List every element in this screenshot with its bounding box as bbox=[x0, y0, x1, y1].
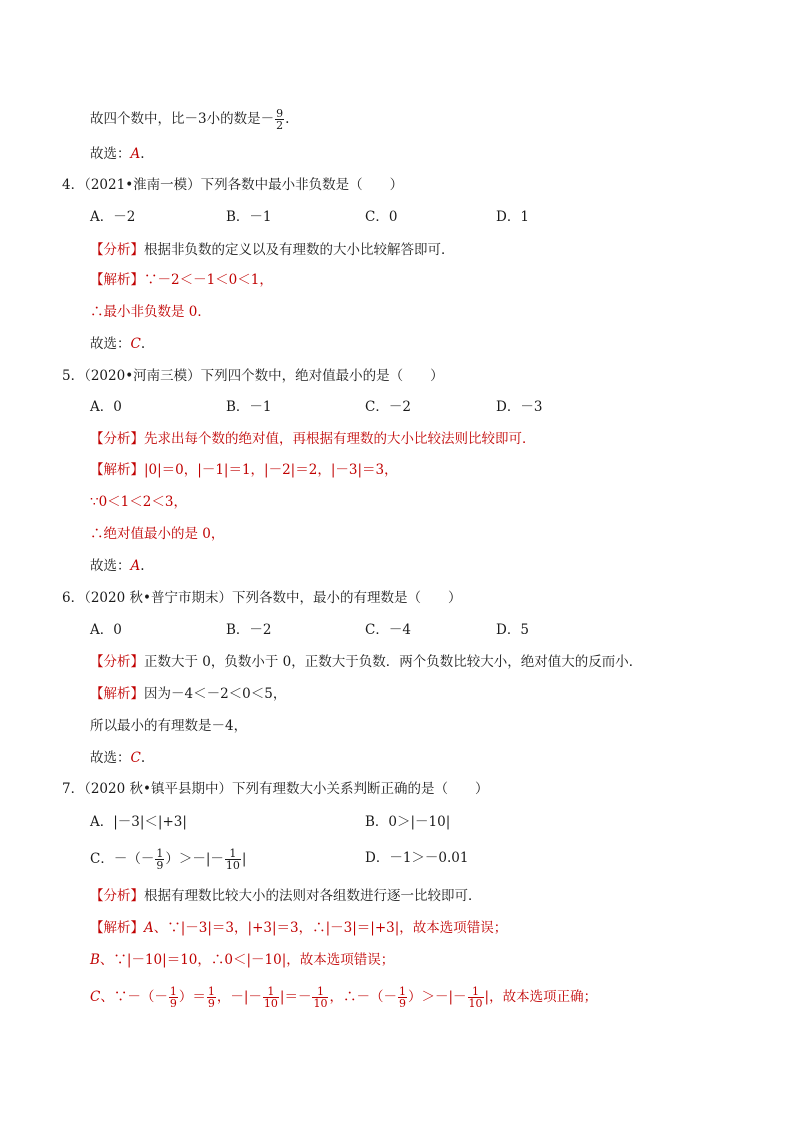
q5-option-a: A．0 bbox=[90, 399, 122, 415]
q4-option-d: D．1 bbox=[496, 209, 529, 225]
q7-option-c bbox=[90, 848, 246, 871]
q6-answer-label: 故选： bbox=[90, 750, 131, 766]
q7-optc-mid: ）＞－|－ bbox=[165, 851, 224, 867]
q4-answer-end: . bbox=[140, 336, 146, 352]
q6-option-b: B．－2 bbox=[226, 622, 272, 638]
q5-stem: 5．（2020•河南三模）下列四个数中，绝对值最小的是（ ） bbox=[62, 368, 444, 384]
q7-solc-f1 bbox=[169, 986, 178, 1009]
q7-optc-pre: C．－（－ bbox=[90, 851, 155, 867]
q5-solution bbox=[90, 460, 398, 480]
q7-solc-f6-num: 1 bbox=[468, 986, 484, 998]
q7-sola-letter: A bbox=[144, 920, 154, 936]
q7-solc-p5: ，∴－（－ bbox=[329, 989, 397, 1005]
q7-solution-tag: 【解析】 bbox=[90, 920, 144, 936]
q7-solc-f2-num: 1 bbox=[207, 985, 215, 998]
q4-answer-letter: C bbox=[130, 336, 141, 352]
q7-solc-f6 bbox=[468, 986, 484, 1009]
q3-answer-letter: A bbox=[130, 146, 141, 162]
q5-therefore: ∴绝对值最小的是 0， bbox=[90, 526, 225, 542]
q7-solc-f4-num: 1 bbox=[312, 986, 328, 998]
q7-solc-f2-den: 9 bbox=[207, 997, 215, 1010]
q5-option-c: C．－2 bbox=[365, 399, 411, 415]
q7-solc-f5-num: 1 bbox=[398, 985, 406, 998]
q5-answer bbox=[90, 556, 145, 576]
q3-answer-end: . bbox=[140, 146, 145, 162]
q7-optc-frac2-num: 1 bbox=[225, 848, 241, 860]
q6-therefore: 所以最小的有理数是－4， bbox=[90, 718, 248, 734]
q6-stem: 6．（2020 秋•普宁市期末）下列各数中，最小的有理数是（ ） bbox=[62, 590, 462, 606]
q7-optc-frac2 bbox=[225, 848, 241, 871]
q7-solc-p6: ）＞－|－ bbox=[407, 989, 467, 1005]
q6-answer-end: . bbox=[140, 750, 146, 766]
q4-analysis-text: 根据非负数的定义以及有理数的大小比较解答即可． bbox=[144, 242, 455, 258]
q4-solution bbox=[90, 270, 273, 290]
q7-solution-b bbox=[90, 950, 394, 970]
q6-option-a: A．0 bbox=[90, 622, 122, 638]
q4-stem: 4．（2021•淮南一模）下列各数中最小非负数是（ ） bbox=[62, 177, 404, 193]
q7-solc-f1-den: 9 bbox=[169, 997, 177, 1010]
q4-solution-text: ∵－2＜－1＜0＜1， bbox=[144, 272, 273, 288]
q7-solc-p2: ）＝ bbox=[178, 989, 206, 1005]
q3-frac-num: 9 bbox=[276, 107, 284, 120]
q7-option-b: B．0＞|－10| bbox=[365, 814, 451, 830]
q4-option-b: B．－1 bbox=[226, 209, 272, 225]
q3-conclusion-text: 故四个数中，比－3小的数是－ bbox=[90, 111, 275, 127]
q7-analysis-tag: 【分析】 bbox=[90, 888, 144, 904]
q7-solc-f3-den: 10 bbox=[263, 997, 278, 1010]
q7-option-a: A．|－3|＜|+3| bbox=[90, 814, 187, 830]
q3-conclusion bbox=[90, 107, 290, 132]
q5-option-d: D．－3 bbox=[496, 399, 543, 415]
q4-option-a: A．－2 bbox=[90, 209, 136, 225]
q5-solution-tag: 【解析】 bbox=[90, 462, 144, 478]
q7-solc-f3 bbox=[263, 986, 279, 1009]
q6-option-d: D．5 bbox=[496, 622, 529, 638]
q7-solc-letter: C bbox=[90, 989, 101, 1005]
q4-answer bbox=[90, 334, 145, 354]
q6-analysis bbox=[90, 652, 642, 672]
q4-solution-tag: 【解析】 bbox=[90, 272, 144, 288]
q5-analysis bbox=[90, 429, 536, 449]
q6-solution-text: 因为－4＜－2＜0＜5， bbox=[144, 686, 287, 702]
q7-solc-f4 bbox=[312, 986, 328, 1009]
q4-option-c: C．0 bbox=[365, 209, 398, 225]
q7-solution-c bbox=[90, 986, 597, 1009]
q7-analysis bbox=[90, 886, 482, 906]
q6-solution-tag: 【解析】 bbox=[90, 686, 144, 702]
q6-option-c: C．－4 bbox=[365, 622, 411, 638]
q7-sola-text: 、∵|－3|＝3，|+3|＝3，∴|－3|＝|+3|，故本选项错误； bbox=[153, 920, 508, 936]
q7-solc-f1-num: 1 bbox=[169, 985, 177, 998]
q4-analysis-tag: 【分析】 bbox=[90, 242, 144, 258]
q5-answer-label: 故选： bbox=[90, 558, 131, 574]
q7-optc-frac2-den: 10 bbox=[225, 859, 240, 872]
q7-solc-p4: |＝－ bbox=[279, 989, 312, 1005]
q5-answer-end: . bbox=[140, 558, 145, 574]
q7-solc-f3-num: 1 bbox=[263, 986, 279, 998]
q6-analysis-tag: 【分析】 bbox=[90, 654, 144, 670]
q3-frac-den: 2 bbox=[276, 119, 284, 132]
q4-analysis bbox=[90, 240, 455, 260]
q7-analysis-text: 根据有理数比较大小的法则对各组数进行逐一比较即可． bbox=[144, 888, 482, 904]
q7-solb-text: 、∵|－10|＝10，∴0＜|－10|，故本选项错误； bbox=[99, 952, 395, 968]
q6-answer bbox=[90, 748, 145, 768]
q6-analysis-text: 正数大于 0，负数小于 0，正数大于负数．两个负数比较大小，绝对值大的反而小． bbox=[144, 654, 643, 670]
q7-optc-frac1 bbox=[155, 848, 164, 871]
q3-answer bbox=[90, 144, 145, 164]
q3-conclusion-end: . bbox=[285, 111, 290, 127]
q3-answer-label: 故选： bbox=[90, 146, 131, 162]
q7-solc-p7: |，故本选项正确； bbox=[484, 989, 598, 1005]
q6-solution bbox=[90, 684, 286, 704]
q5-analysis-tag: 【分析】 bbox=[90, 431, 144, 447]
q7-solc-f2 bbox=[207, 986, 216, 1009]
q7-optc-frac1-num: 1 bbox=[156, 847, 164, 860]
q7-optc-post: | bbox=[241, 851, 247, 867]
q4-therefore: ∴最小非负数是 0． bbox=[90, 304, 211, 320]
q6-answer-letter: C bbox=[130, 750, 141, 766]
q5-option-b: B．－1 bbox=[226, 399, 272, 415]
q5-answer-letter: A bbox=[130, 558, 141, 574]
q4-answer-label: 故选： bbox=[90, 336, 131, 352]
q7-option-d: D．－1＞－0.01 bbox=[365, 850, 469, 866]
q7-solution-a bbox=[90, 918, 507, 938]
q7-solc-f5-den: 9 bbox=[398, 997, 406, 1010]
q5-solution-text: |0|＝0，|－1|＝1，|－2|＝2，|－3|＝3， bbox=[144, 462, 398, 478]
q7-stem: 7．（2020 秋•镇平县期中）下列有理数大小关系判断正确的是（ ） bbox=[62, 781, 489, 797]
q7-solc-p3: ，－|－ bbox=[216, 989, 262, 1005]
q7-solc-f6-den: 10 bbox=[468, 997, 483, 1010]
q7-solc-f5 bbox=[398, 986, 407, 1009]
q7-solb-letter: B bbox=[90, 952, 100, 968]
q7-optc-frac1-den: 9 bbox=[156, 859, 164, 872]
q7-solc-p1: 、∵－（－ bbox=[100, 989, 168, 1005]
q5-line2: ∵0＜1＜2＜3， bbox=[90, 494, 187, 510]
q7-solc-f4-den: 10 bbox=[313, 997, 328, 1010]
q5-analysis-text: 先求出每个数的绝对值，再根据有理数的大小比较法则比较即可． bbox=[144, 431, 536, 447]
q3-fraction bbox=[275, 108, 284, 131]
